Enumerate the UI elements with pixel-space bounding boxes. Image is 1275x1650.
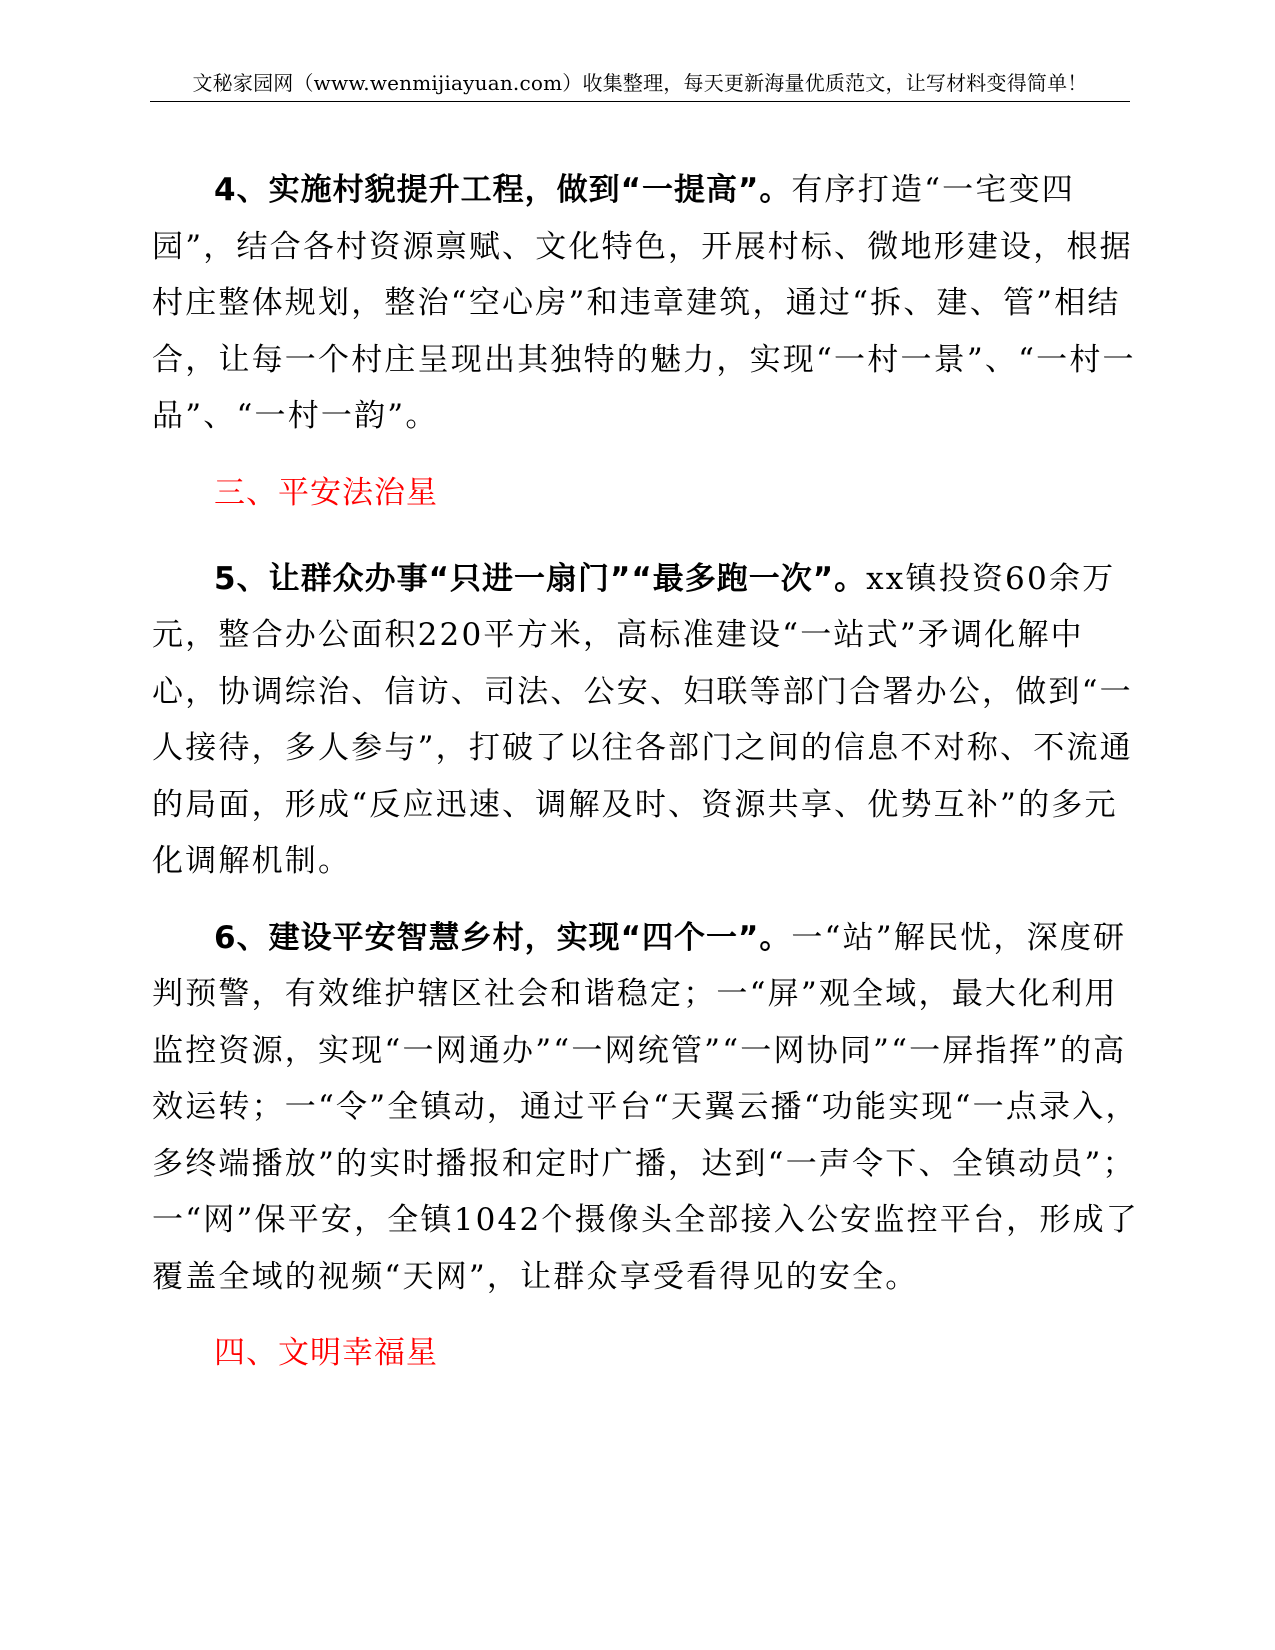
document-body (152, 162, 1142, 1411)
page-header: 文秘家园网（www.wenmijiayuan.com）收集整理，每天更新海量优质范文，让写材料变得简单！ (192, 71, 1088, 95)
paragraph-6-lead: 6、建设平安智慧乡村，实现“四个一”。 (214, 919, 792, 956)
paragraph-4 (152, 162, 1142, 445)
section-heading-4: 四、文明幸福星 (214, 1335, 438, 1371)
section-heading-3: 三、平安法治星 (214, 474, 438, 511)
paragraph-6-text: 一“站”解民忧，深度研判预警，有效维护辖区社会和谐稳定；一“屏”观全域，最大化利用监控资源，实现“一网通办”“一网统管”“一网协同”“一屏指挥”的高效运转；一“令”全镇动，通过平台“天翼云播“功能实现“一点录入，多终端播放”的实时播报和定时广播，达到“一声令下、全镇动员”；一“网”保平安，全镇1042个摄像头全部接入公安监控平台，形成了覆盖全域的视频“天网”，让群众享受看得见的安全。 (152, 919, 1139, 1295)
paragraph-6 (152, 910, 1142, 1306)
paragraph-4-lead: 4、实施村貌提升工程，做到“一提高”。 (214, 172, 792, 208)
paragraph-5 (152, 551, 1142, 890)
paragraph-5-text: xx镇投资60余万元，整合办公面积220平方米，高标准建设“一站式”矛调化解中心，协调综治、信访、司法、公安、妇联等部门合署办公，做到“一人接待，多人参与”，打破了以往各部门之间的信息不对称、不流通的局面，形成“反应迅速、调解及时、资源共享、优势互补”的多元化调解机制。 (152, 560, 1133, 879)
paragraph-5-lead: 5、让群众办事“只进一扇门”“最多跑一次”。 (214, 560, 867, 597)
paragraph-4-text: 有序打造“一宅变四园”，结合各村资源禀赋、文化特色，开展村标、微地形建设，根据村庄整体规划，整治“空心房”和违章建筑，通过“拆、建、管”相结合，让每一个村庄呈现出其独特的魅力，实现“一村一景”、“一村一品”、“一村一韵”。 (152, 172, 1136, 434)
header-divider (150, 101, 1130, 102)
